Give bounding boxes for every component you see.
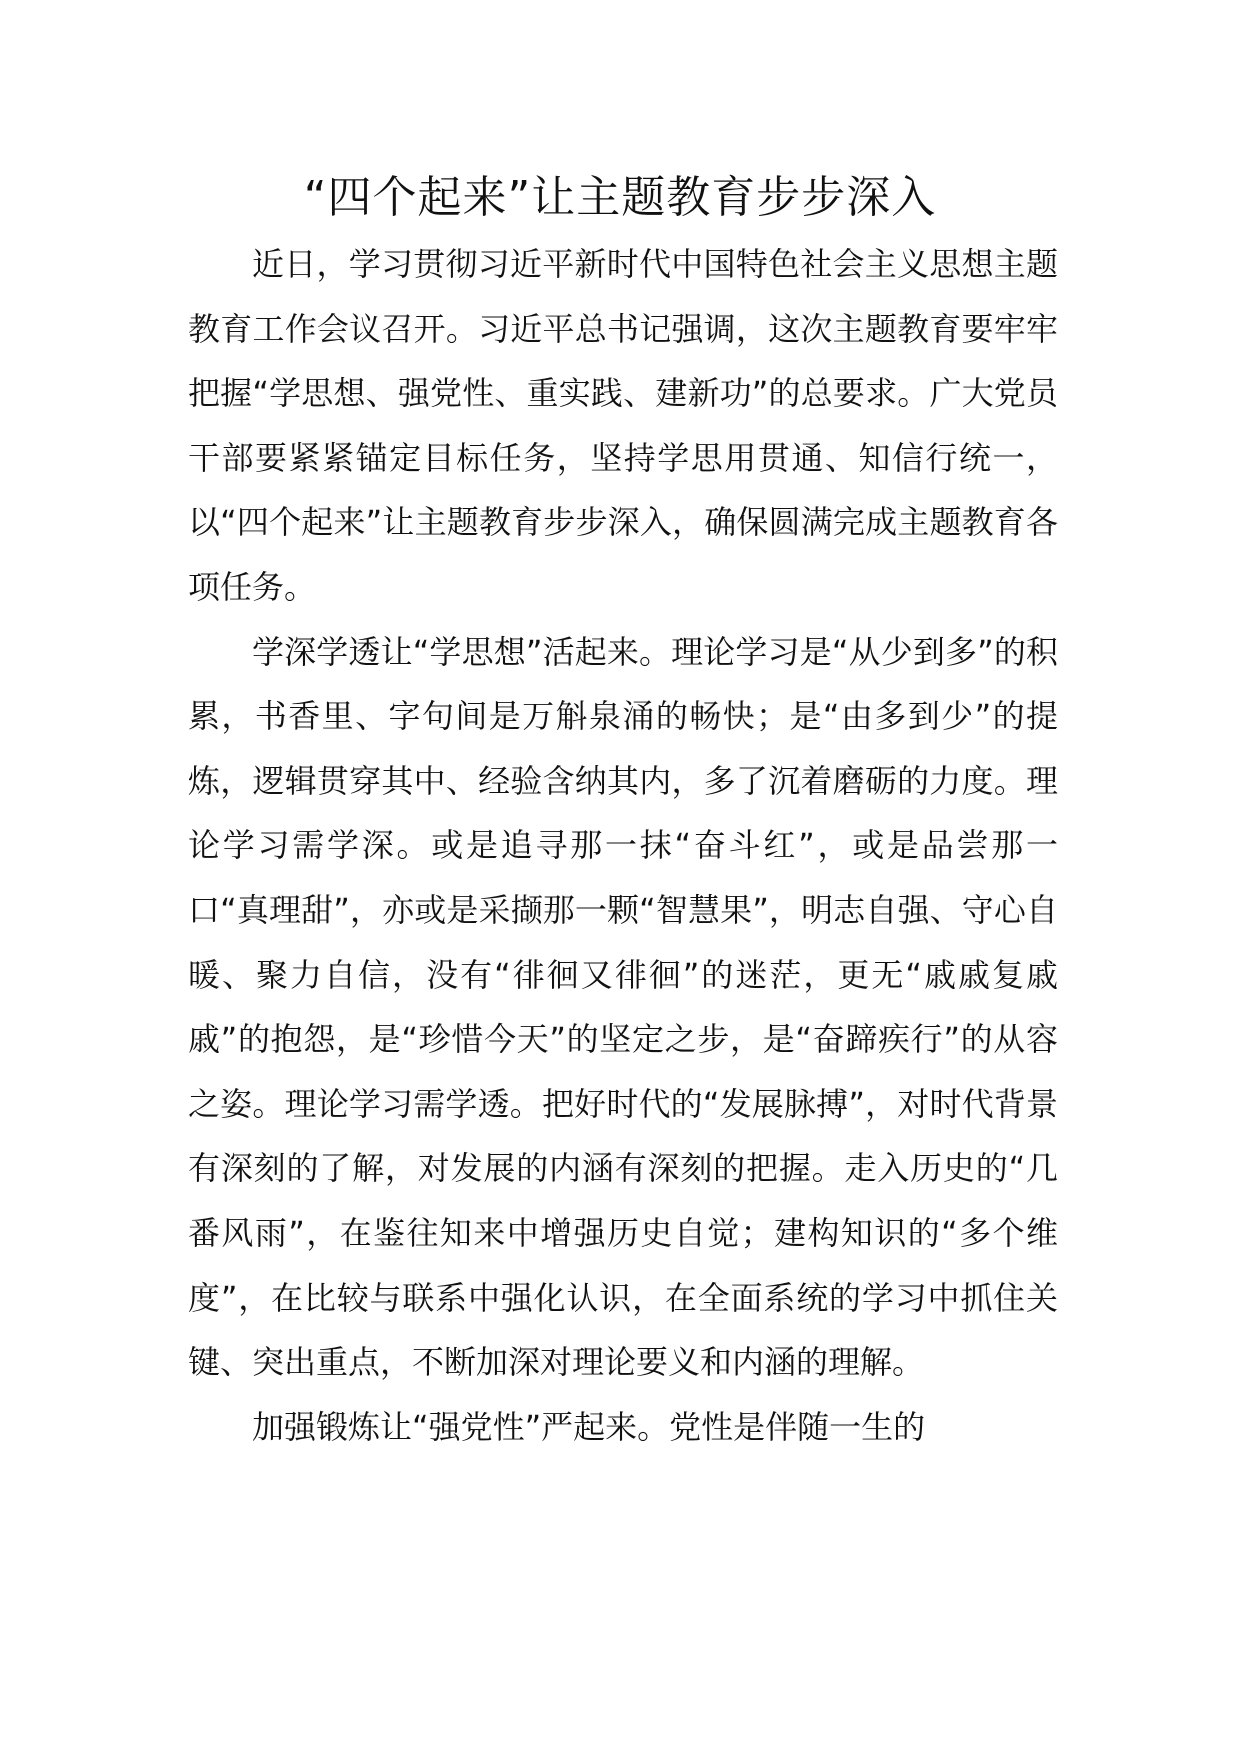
paragraph-party-spirit: 加强锻炼让“强党性”严起来。党性是伴随一生的 [252,1407,926,1446]
paragraph-intro: 近日，学习贯彻习近平新时代中国特色社会主义思想主题教育工作会议召开。习近平总书记强调，这次主题教育要牢牢把握“学思想、强党性、重实践、建新功”的总要求。广大党员干部要紧紧锚定目标任务，坚持学思用贯通、知信行统一，以“四个起来”让主题教育步步深入，确保圆满完成主题教育各项任务。 [188,245,1058,606]
paragraph-study-thought: 学深学透让“学思想”活起来。理论学习是“从少到多”的积累，书香里、字句间是万斛泉涌的畅快；是“由多到少”的提炼，逻辑贯穿其中、经验含纳其内，多了沉着磨砺的力度。理论学习需学深。或是追寻那一抹“奋斗红”，或是品尝那一口“真理甜”，亦或是采撷那一颗“智慧果”，明志自强、守心自暖、聚力自信，没有“徘徊又徘徊”的迷茫，更无“戚戚复戚戚”的抱怨，是“珍惜今天”的坚定之步，是“奋蹄疾行”的从容之姿。理论学习需学透。把好时代的“发展脉搏”，对时代背景有深刻的了解，对发展的内涵有深刻的把握。走入历史的“几番风雨”，在鉴往知来中增强历史自觉；建构知识的“多个维度”，在比较与联系中强化认识，在全面系统的学习中抓住关键、突出重点，不断加深对理论要义和内涵的理解。 [188,632,1058,1382]
document-body [188,232,1058,1459]
document-title: “四个起来”让主题教育步步深入 [303,172,937,223]
